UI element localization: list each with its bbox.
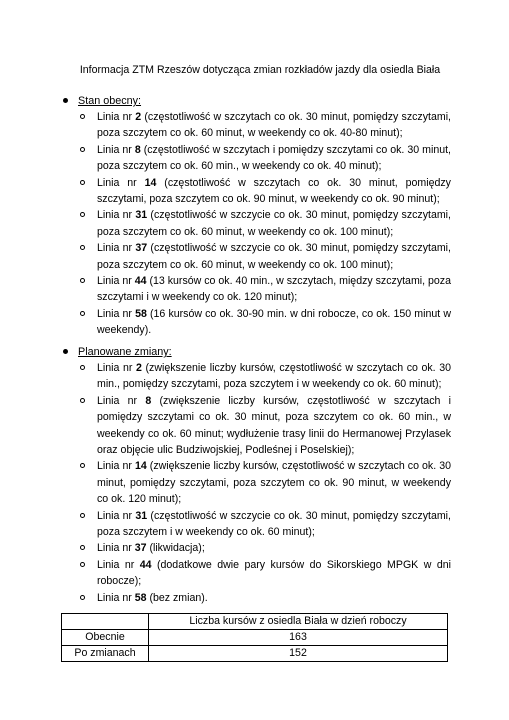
line-number: 14 xyxy=(134,460,147,473)
line-number: 37 xyxy=(134,542,147,555)
item-prefix: Linia nr xyxy=(97,275,135,288)
item-prefix: Linia nr xyxy=(97,558,140,571)
circle-bullet-icon xyxy=(80,545,85,550)
circle-bullet-icon xyxy=(80,595,85,600)
circle-bullet-icon xyxy=(80,114,85,119)
table-header-row xyxy=(62,614,448,630)
line-number: 58 xyxy=(134,591,147,604)
item-text: (częstotliwość w szczycie co ok. 30 minut, pomiędzy szczytami, poza szczytem i w weekendy co ok. 60 minut); xyxy=(97,509,451,539)
item-text: (bez zmian). xyxy=(146,591,208,604)
list-item xyxy=(61,458,451,507)
item-prefix: Linia nr xyxy=(97,143,135,156)
item-text: (częstotliwość w szczytach i pomiędzy szczytami co ok. 30 minut, poza szczytem co ok. 60 min., w weekendy co ok. 40 minut); xyxy=(97,143,451,173)
line-number: 44 xyxy=(134,275,147,288)
table-corner-cell xyxy=(62,614,149,630)
item-prefix: Linia nr xyxy=(97,362,136,374)
section-heading-text: Planowane zmiany: xyxy=(78,346,172,358)
circle-bullet-icon xyxy=(80,245,85,250)
document-title: Informacja ZTM Rzeszów dotycząca zmian rozkładów jazdy dla osiedla Biała xyxy=(79,64,441,76)
section-heading-text: Stan obecny: xyxy=(78,95,142,107)
circle-bullet-icon xyxy=(80,365,85,370)
item-text: (częstotliwość w szczycie co ok. 30 minut, pomiędzy szczytami, poza szczytem co ok. 60 minut, w weekendy co ok. 100 minut); xyxy=(97,242,451,271)
line-number: 14 xyxy=(144,176,157,189)
item-prefix: Linia nr xyxy=(97,176,145,189)
item-prefix: Linia nr xyxy=(97,460,135,473)
row-label: Obecnie xyxy=(62,630,149,646)
item-text: (dodatkowe dwie pary kursów do Sikorskiego MPGK w dni robocze); xyxy=(97,558,451,588)
list-item xyxy=(61,557,451,590)
item-prefix: Linia nr xyxy=(97,209,136,222)
list-item xyxy=(61,142,451,175)
list-item xyxy=(61,393,451,459)
planned-list xyxy=(61,360,451,606)
item-text: (16 kursów co ok. 30-90 min. w dni robocze, co ok. 150 minut w weekendy). xyxy=(97,307,451,337)
item-text: (13 kursów co ok. 40 min., w szczytach, między szczytami, poza szczytami i w weekendy co ok. 120 minut); xyxy=(97,275,451,304)
line-number: 8 xyxy=(134,143,141,156)
courses-table xyxy=(61,613,448,662)
bullet-icon xyxy=(63,349,68,354)
circle-bullet-icon xyxy=(80,398,85,403)
line-number: 58 xyxy=(135,307,147,320)
circle-bullet-icon xyxy=(80,212,85,217)
line-number: 31 xyxy=(135,209,148,222)
list-item xyxy=(61,540,451,556)
list-item xyxy=(61,273,451,306)
current-list xyxy=(61,109,451,339)
line-number: 31 xyxy=(135,509,148,522)
table-header: Liczba kursów z osiedla Biała w dzień roboczy xyxy=(149,614,448,630)
item-prefix: Linia nr xyxy=(97,394,146,407)
item-text: (częstotliwość w szczycie co ok. 30 minut, pomiędzy szczytami, poza szczytem co ok. 60 minut, w weekendy co ok. 100 minut); xyxy=(97,209,451,238)
list-item xyxy=(61,360,451,393)
row-label: Po zmianach xyxy=(62,646,149,662)
circle-bullet-icon xyxy=(80,180,85,185)
item-text: (częstotliwość w szczytach co ok. 30 minut, pomiędzy szczytami, poza szczytem co ok. 60 minut, w weekendy co ok. 40-80 minut); xyxy=(97,111,451,140)
line-number: 44 xyxy=(139,558,152,571)
row-value: 163 xyxy=(149,630,448,646)
item-text: (zwiększenie liczby kursów, częstotliwość w szczytach i pomiędzy szczytami co ok. 30 minut, poza szczytem co ok. 60 min., w weekendy co ok. 60 minut; wydłużenie trasy linii do Hermanowej Przylasek oraz objęcie ulic Budziwojskiej, Podleśnej i Poselskiej); xyxy=(97,394,451,457)
circle-bullet-icon xyxy=(80,513,85,518)
circle-bullet-icon xyxy=(80,463,85,468)
table-row xyxy=(62,630,448,646)
item-text: (częstotliwość w szczytach co ok. 30 minut, pomiędzy szczytami, poza szczytem co ok. 90 minut, w weekendy co ok. 90 minut); xyxy=(97,176,451,206)
item-prefix: Linia nr xyxy=(97,591,135,604)
item-prefix: Linia nr xyxy=(97,307,136,320)
list-item xyxy=(61,109,451,142)
list-item xyxy=(61,590,451,606)
circle-bullet-icon xyxy=(80,562,85,567)
list-item xyxy=(61,207,451,240)
list-item xyxy=(61,175,451,208)
line-number: 2 xyxy=(136,362,142,374)
section-current xyxy=(61,93,451,339)
item-prefix: Linia nr xyxy=(97,542,135,555)
item-prefix: Linia nr xyxy=(97,509,136,522)
line-number: 2 xyxy=(135,111,142,123)
circle-bullet-icon xyxy=(80,147,85,152)
list-item xyxy=(61,508,451,541)
item-prefix: Linia nr xyxy=(97,242,136,255)
section-heading xyxy=(61,344,451,360)
item-prefix: Linia nr xyxy=(97,111,136,123)
circle-bullet-icon xyxy=(80,311,85,316)
section-planned xyxy=(61,344,451,606)
table-row xyxy=(62,646,448,662)
line-number: 8 xyxy=(145,394,152,407)
circle-bullet-icon xyxy=(80,278,85,283)
list-item xyxy=(61,240,451,273)
list-item xyxy=(61,306,451,339)
section-heading xyxy=(61,93,451,109)
item-text: (zwiększenie liczby kursów, częstotliwość w szczytach co ok. 30 minut, pomiędzy szczytami, poza szczytem co ok. 90 minut, w weekendy co ok. 120 minut); xyxy=(97,460,451,506)
item-text: (zwiększenie liczby kursów, częstotliwość w szczytach co ok. 30 min., pomiędzy szczytami, poza szczytem i w weekendy co ok. 60 minut); xyxy=(97,362,451,391)
row-value: 152 xyxy=(149,646,448,662)
item-text: (likwidacja); xyxy=(146,542,205,555)
bullet-icon xyxy=(63,98,68,103)
line-number: 37 xyxy=(135,242,148,255)
